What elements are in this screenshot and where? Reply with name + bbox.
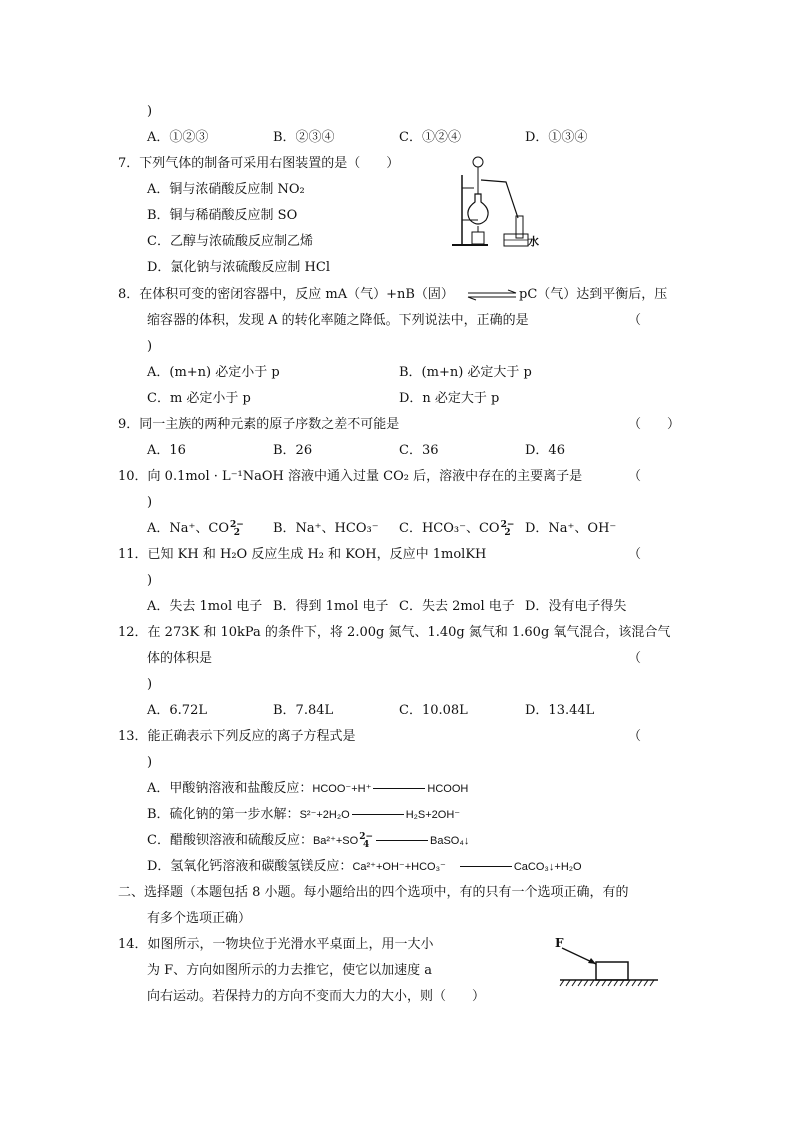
q9-option-c: C．36: [399, 443, 439, 458]
q10-option-a-frac-bottom: 2: [233, 527, 241, 538]
q13-paren-close: ): [147, 755, 153, 770]
q11-option-b: B．得到 1mol 电子: [273, 599, 389, 614]
q10-option-a-frac-top: 2−: [229, 519, 244, 530]
q6-close-paren: ): [147, 104, 153, 119]
q12-option-c: C．10.08L: [399, 703, 468, 718]
q8-stem-part1: 8．在体积可变的密闭容器中，反应 mA（气）+nB（固）: [118, 287, 454, 302]
q13-option-c-left: Ba²⁺+SO: [312, 835, 359, 847]
q13-option-c-frac-bottom: 4: [362, 839, 370, 850]
q6-option-d: D．①③④: [525, 130, 588, 145]
q8-option-c: C．m 必定小于 p: [147, 391, 251, 406]
q13-option-a-text: A．甲酸钠溶液和盐酸反应：: [147, 781, 313, 796]
q13-option-b-right: H₂S+2OH⁻: [405, 809, 461, 821]
q10-option-a-frac: [230, 521, 244, 537]
q6-option-c: C．①②④: [399, 130, 461, 145]
q8-option-b: B．(m+n) 必定大于 p: [399, 365, 532, 380]
q11-paren-open: （: [628, 547, 642, 562]
q13-option-d-text: D．氢氧化钙溶液和碳酸氢镁反应：: [147, 859, 353, 874]
q7-option-c: C．乙醇与浓硫酸反应制乙烯: [147, 234, 313, 249]
q10-stem: 10．向 0.1mol · L⁻¹NaOH 溶液中通入过量 CO₂ 后，溶液中存在的主要离子是: [118, 469, 583, 484]
q13-option-b-text: B．硫化钠的第一步水解：: [147, 807, 300, 822]
q7-option-b: B．铜与稀硝酸反应制 SO: [147, 208, 298, 223]
q14-line2: 为 F、方向如图所示的力去推它，使它以加速度 a: [147, 963, 433, 978]
q10-paren-close: ): [147, 495, 153, 510]
q8-stem-line2: 缩容器的体积，发现 A 的转化率随之降低。下列说法中，正确的是: [147, 313, 529, 328]
q13-option-c-frac-top: 2−: [359, 831, 374, 842]
q13-option-a-right: HCOOH: [427, 783, 469, 795]
q14-line1: 14．如图所示，一物块位于光滑水平桌面上，用一大小: [118, 937, 434, 952]
q12-option-b: B．7.84L: [273, 703, 334, 718]
q9-option-d: D．46: [525, 443, 565, 458]
q10-option-d: D．Na⁺、OH⁻: [525, 521, 617, 536]
q14-figure-force-label: F: [555, 936, 564, 950]
q14-line3: 向右运动。若保持力的方向不变而大力的大小，则（ ）: [147, 989, 486, 1004]
q9-stem: 9．同一主族的两种元素的原子序数之差不可能是: [118, 417, 400, 432]
q6-option-a: A．①②③: [147, 130, 209, 145]
section2-heading-line2: 有多个选项正确）: [147, 911, 252, 926]
q10-option-a: [147, 520, 245, 538]
q8-option-a: A．(m+n) 必定小于 p: [147, 365, 280, 380]
equation-line: [373, 788, 425, 789]
q8-option-d: D．n 必定大于 p: [399, 391, 500, 406]
equation-line: [460, 866, 512, 867]
q6-option-b: B．②③④: [273, 130, 335, 145]
q13-option-d-left: Ca²⁺+OH⁻+HCO₃⁻: [352, 861, 446, 873]
q7-option-a: A．铜与浓硝酸反应制 NO₂: [147, 182, 305, 197]
q10-paren-open: （: [628, 469, 642, 484]
q10-option-c-frac: [501, 521, 515, 537]
q11-stem: 11．已知 KH 和 H₂O 反应生成 H₂ 和 KOH，反应中 1molKH: [118, 547, 487, 562]
section2-heading-line1: 二、选择题（本题包括 8 小题。每小题给出的四个选项中，有的只有一个选项正确，有的: [118, 885, 629, 900]
q10-option-c-frac-top: 2−: [500, 519, 515, 530]
q10-option-a-text: A．Na⁺、CO: [147, 521, 229, 536]
q13-option-c-text: C．醋酸钡溶液和硫酸反应：: [147, 833, 313, 848]
q13-option-c-frac: [359, 833, 373, 849]
q12-option-d: D．13.44L: [525, 703, 595, 718]
q12-paren-open: （: [628, 651, 642, 666]
q7-option-d: D．氯化钠与浓硫酸反应制 HCl: [147, 260, 330, 275]
q10-option-c-text: C．HCO₃⁻、CO: [399, 521, 500, 536]
q8-paren-open: （: [628, 313, 642, 328]
q13-option-b: [147, 806, 460, 824]
equation-line: [376, 840, 428, 841]
q10-option-c-frac-bottom: 2: [504, 527, 511, 538]
q13-stem: 13．能正确表示下列反应的离子方程式是: [118, 729, 356, 744]
q7-stem: 7．下列气体的制备可采用右图装置的是（ ）: [118, 156, 400, 171]
q9-option-b: B．26: [273, 443, 313, 458]
q11-option-d: D．没有电子得失: [525, 599, 627, 614]
q13-option-d-right: CaCO₃↓+H₂O: [513, 861, 582, 873]
q13-option-d: [147, 858, 582, 876]
q13-paren-open: （: [628, 729, 642, 744]
q12-stem: 12．在 273K 和 10kPa 的条件下，将 2.00g 氮气、1.40g 氮气和 1.60g 氧气混合，该混合气: [118, 625, 671, 640]
q9-paren: （ ）: [628, 417, 681, 432]
q8-paren-close: ): [147, 339, 153, 354]
q7-figure-water-label: 水: [528, 235, 539, 248]
q13-option-a-left: HCOO⁻+H⁺: [312, 783, 372, 795]
q12-stem-line2: 体的体积是: [147, 651, 213, 666]
q8-stem-part2: pC（气）达到平衡后，压: [519, 287, 668, 302]
q11-option-c: C．失去 2mol 电子: [399, 599, 515, 614]
equation-line: [352, 814, 404, 815]
q13-option-b-left: S²⁻+2H₂O: [299, 809, 350, 821]
q12-option-a: A．6.72L: [147, 703, 207, 718]
q13-option-c-right: BaSO₄↓: [430, 835, 470, 847]
q11-option-a: A．失去 1mol 电子: [147, 599, 263, 614]
q10-option-c: [399, 520, 515, 538]
block-force-figure: [556, 934, 664, 996]
q10-option-b: B．Na⁺、HCO₃⁻: [273, 521, 379, 536]
q13-option-a: [147, 780, 468, 798]
q9-option-a: A．16: [147, 443, 186, 458]
q12-paren-close: ): [147, 677, 153, 692]
q13-option-c: [147, 832, 469, 850]
reversible-arrow-icon: [466, 289, 518, 301]
q11-paren-close: ): [147, 573, 153, 588]
